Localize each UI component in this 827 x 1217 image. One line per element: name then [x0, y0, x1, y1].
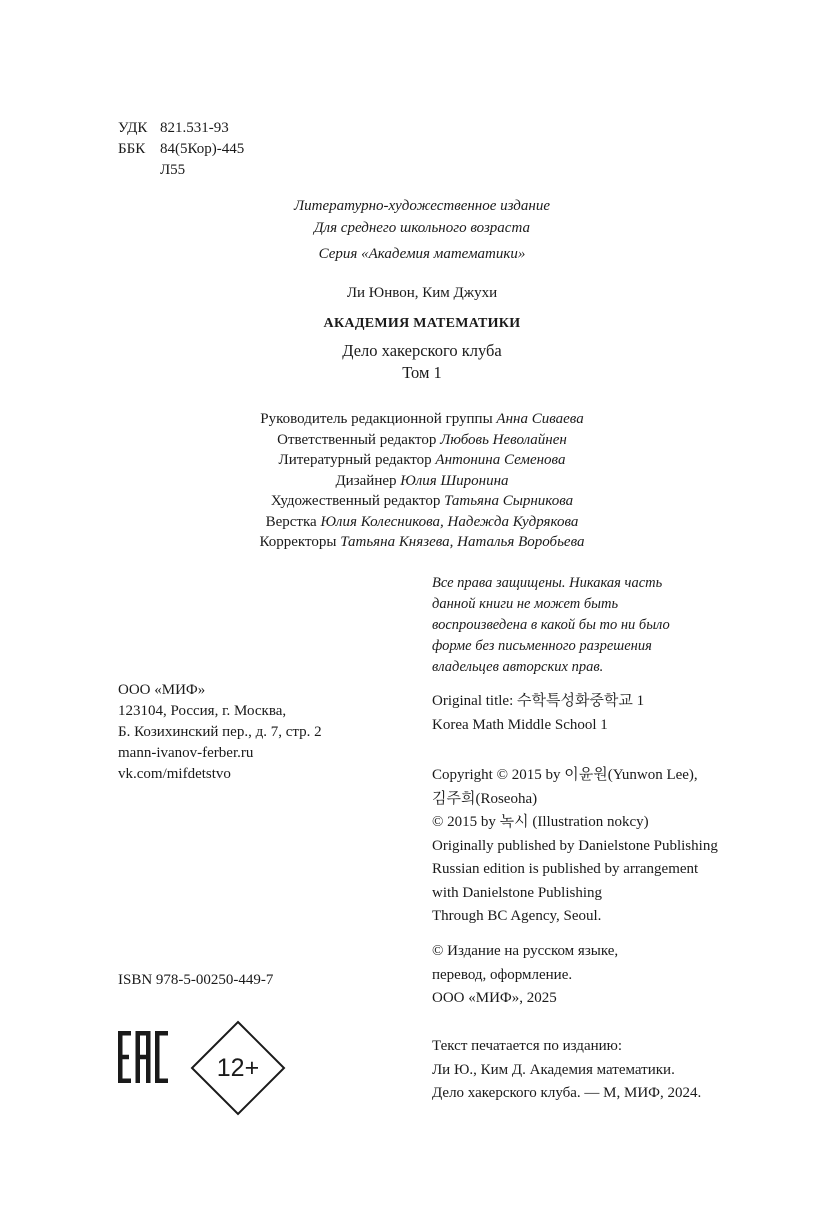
book-authors: Ли Юнвон, Ким Джухи: [346, 285, 498, 301]
bbk-row: [118, 139, 244, 160]
author-sign: Л55: [160, 162, 186, 178]
publisher-name: ООО «МИФ»: [118, 682, 206, 698]
copyright-block: Copyright © 2015 by 이윤원(Yunwon Lee), 김주희(Roseoha) © 2015 by 녹시 (Illustration nokcy) Originally published by Danielstone Publishing Russian edition is published by arrangement with Danielstone Publishing Through BC Agency, Seoul.: [432, 767, 718, 924]
bbk-label: ББК: [118, 141, 146, 157]
edition-audience: Для среднего школьного возраста: [314, 220, 530, 236]
publisher-address-2: Б. Козихинский пер., д. 7, стр. 2: [118, 724, 322, 740]
original-title-block: [432, 690, 762, 737]
publisher-social[interactable]: vk.com/mifdetstvo: [118, 766, 231, 782]
age-rating-label: 12+: [216, 1053, 260, 1082]
author-sign-row: [118, 160, 244, 181]
original-title-line: Original title: 수학특성화중학교 1: [432, 693, 645, 709]
edition-series: Серия «Академия математики»: [318, 246, 526, 262]
original-title-english: Korea Math Middle School 1: [432, 716, 608, 733]
book-subtitle: Дело хакерского клуба: [342, 341, 502, 360]
credits-block: [0, 409, 827, 553]
credit-line: Дизайнер Юлия Широнина: [335, 472, 509, 489]
bbk-value: 84(5Кор)-445: [160, 141, 245, 157]
edition-block: [0, 195, 827, 265]
publisher-block: [118, 680, 322, 785]
credit-line: Литературный редактор Антонина Семенова: [278, 452, 566, 468]
book-title: АКАДЕМИЯ МАТЕМАТИКИ: [323, 316, 521, 331]
publisher-address-1: 123104, Россия, г. Москва,: [118, 703, 287, 719]
credit-line: Руководитель редакционной группы Анна Сиваева: [260, 411, 584, 427]
russian-edition-block: © Издание на русском языке, перевод, оформление. ООО «МИФ», 2025: [432, 943, 619, 1006]
credit-line: Корректоры Татьяна Князева, Наталья Воробьева: [259, 534, 585, 550]
classification-block: [118, 118, 244, 181]
isbn: ISBN 978-5-00250-449-7: [118, 972, 274, 988]
rights-notice: Все права защищены. Никакая часть данной книги не может быть воспроизведена в какой бы то ни было форме без письменного разрешения владельцев авторских прав.: [432, 575, 670, 675]
credit-line: Верстка Юлия Колесникова, Надежда Кудрякова: [265, 513, 579, 530]
credit-line: Художественный редактор Татьяна Сырникова: [270, 493, 574, 509]
isbn-block: [118, 970, 273, 991]
credit-line: Ответственный редактор Любовь Неволайнен: [277, 431, 567, 448]
udk-row: [118, 118, 244, 139]
publisher-website[interactable]: mann-ivanov-ferber.ru: [118, 745, 254, 761]
book-block: [0, 283, 827, 384]
udk-label: УДК: [118, 120, 148, 136]
book-volume: Том 1: [402, 363, 442, 382]
age-rating: [190, 1020, 286, 1116]
udk-value: 821.531-93: [160, 120, 229, 136]
eac-mark-icon: [118, 1031, 168, 1083]
source-edition-block: Текст печатается по изданию: Ли Ю., Ким Д. Академия математики. Дело хакерского клуба. — М, МИФ, 2024.: [432, 1038, 702, 1101]
edition-type: Литературно-художественное издание: [294, 198, 550, 214]
